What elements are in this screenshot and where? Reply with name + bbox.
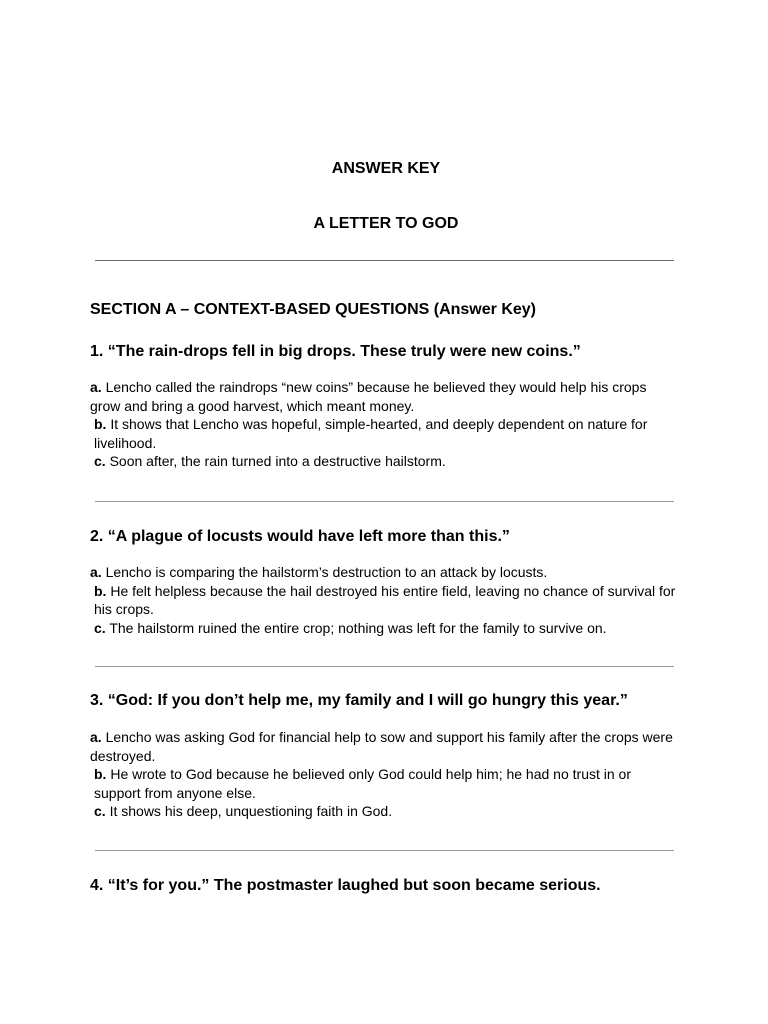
question-2-heading: 2. “A plague of locusts would have left more than this.” [90,528,510,545]
title-divider [95,260,674,261]
answer-text: Soon after, the rain turned into a destructive hailstorm. [109,453,446,469]
answer-text: The hailstorm ruined the entire crop; nothing was left for the family to survive on. [109,619,607,636]
answer-text: Lencho called the raindrops “new coins” because he believed they would help his crops grow and bring a good harvest, which meant money. [90,379,647,414]
answer-text: Lencho was asking God for financial help to sow and support his family after the crops were destroyed. [90,729,673,764]
question-1-heading: 1. “The rain-drops fell in big drops. These truly were new coins.” [90,343,581,360]
answer-2c [90,619,680,638]
answer-2a [90,563,680,582]
answer-text: He felt helpless because the hail destroyed his entire field, leaving no chance of survival for his crops. [94,582,676,617]
question-4-heading: 4. “It’s for you.” The postmaster laughed but soon became serious. [90,877,601,894]
question-3-answers [90,728,680,821]
answer-3a [90,728,680,765]
document-subtitle: A LETTER TO GOD [313,215,459,232]
answer-3c [90,802,680,821]
question-divider [95,850,674,851]
question-1-answers [90,378,680,471]
question-divider [95,666,674,667]
question-divider [95,501,674,502]
answer-label: c. [94,453,106,469]
answer-1b [90,415,680,452]
answer-label: b. [94,766,107,782]
answer-label: c. [94,803,106,819]
question-2-answers [90,563,680,637]
answer-label: a. [90,564,102,580]
answer-text: It shows that Lencho was hopeful, simple-hearted, and deeply dependent on nature for livelihood. [94,416,648,451]
answer-text: He wrote to God because he believed only God could help him; he had no trust in or support from anyone else. [94,766,631,801]
answer-3b [90,765,680,802]
answer-label: b. [94,582,107,599]
answer-text: Lencho is comparing the hailstorm’s destruction to an attack by locusts. [105,564,548,580]
answer-label: a. [90,379,102,395]
answer-1c [90,452,680,471]
document-title: ANSWER KEY [331,160,441,177]
section-heading: SECTION A – CONTEXT-BASED QUESTIONS (Answer Key) [90,301,536,318]
answer-label: a. [90,729,102,745]
answer-1a [90,378,680,415]
answer-text: It shows his deep, unquestioning faith in God. [109,803,393,819]
answer-label: b. [94,416,107,432]
answer-label: c. [94,619,106,636]
question-3-heading: 3. “God: If you don’t help me, my family and I will go hungry this year.” [90,692,628,709]
answer-2b [90,582,680,619]
